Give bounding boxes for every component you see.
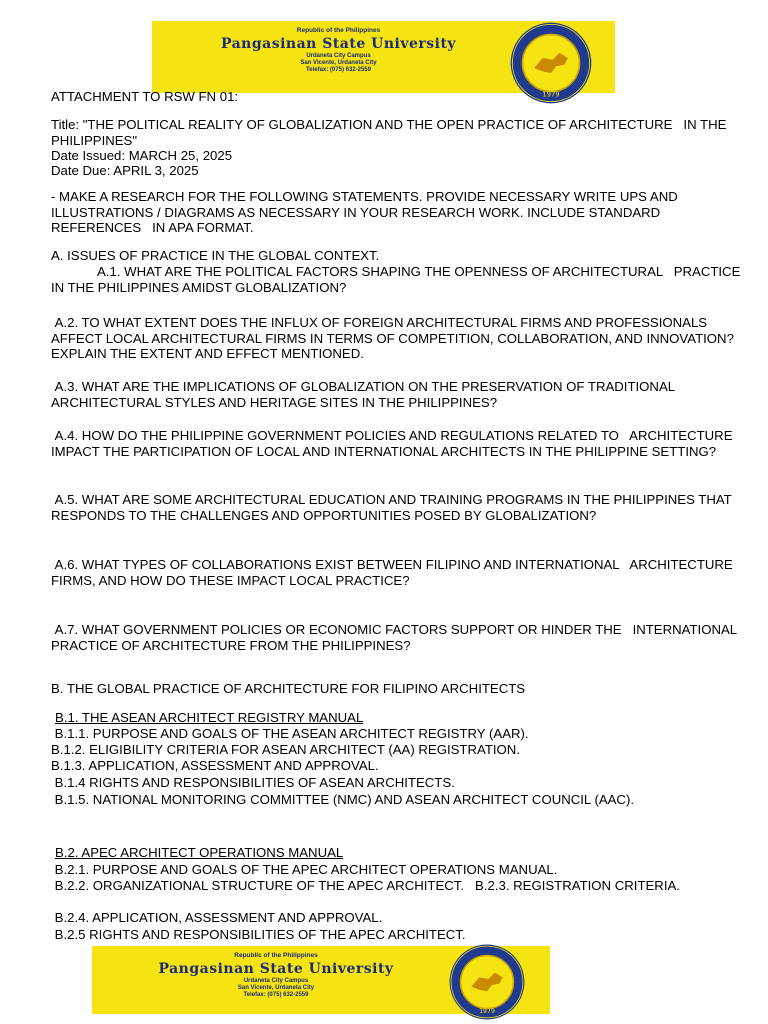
question-a2: A.2. TO WHAT EXTENT DOES THE INFLUX OF FOREIGN ARCHITECTURAL FIRMS AND PROFESSIONALS AFFECT LOCAL ARCHITECTURAL FIRMS IN TERMS OF COMPETITION, COLLABORATION, AND INNOVATION? EXPLAIN THE EXTENT AND EFFECT MENTIONED. [51,315,738,362]
footer-campus-label: Urdaneta City Campus [243,978,309,984]
question-a4: A.4. HOW DO THE PHILIPPINE GOVERNMENT POLICIES AND REGULATIONS RELATED TO ARCHITECTURE IMPACT THE PARTICIPATION OF LOCAL AND INTERNATIONAL ARCHITECTS IN THE PHILIPPINE SETTING? [51,428,737,459]
university-name: Pangasinan State University [220,36,457,52]
footer-university-name: Pangasinan State University [158,961,394,977]
item-b14: B.1.4 RIGHTS AND RESPONSIBILITIES OF ASEAN ARCHITECTS. [51,775,455,790]
question-a5: A.5. WHAT ARE SOME ARCHITECTURAL EDUCATION AND TRAINING PROGRAMS IN THE PHILIPPINES THAT RESPONDS TO THE CHALLENGES AND OPPORTUNITIES POSED BY GLOBALIZATION? [51,492,736,523]
item-b11: B.1.1. PURPOSE AND GOALS OF THE ASEAN ARCHITECT REGISTRY (AAR). [51,726,529,741]
question-a6: A.6. WHAT TYPES OF COLLABORATIONS EXIST BETWEEN FILIPINO AND INTERNATIONAL ARCHITECTURE FIRMS, AND HOW DO THESE IMPACT LOCAL PRACTICE? [51,557,737,588]
footer-telefax-label: Telefax: (075) 632-2559 [243,992,309,998]
university-seal-icon [509,21,593,105]
instructions: - MAKE A RESEARCH FOR THE FOLLOWING STATEMENTS. PROVIDE NECESSARY WRITE UPS AND ILLUSTRATIONS / DIAGRAMS AS NECESSARY IN YOUR RESEARCH WORK. INCLUDE STANDARD REFERENCES IN APA FORMAT. [51,189,689,236]
item-b21: B.2.1. PURPOSE AND GOALS OF THE APEC ARCHITECT OPERATIONS MANUAL. [51,862,558,877]
section-b-heading: B. THE GLOBAL PRACTICE OF ARCHITECTURE FOR FILIPINO ARCHITECTS [51,681,526,696]
footer-seal-year: 1979 [479,1008,495,1016]
b1-heading: B.1. THE ASEAN ARCHITECT REGISTRY MANUAL [55,710,364,725]
document-title: Title: "THE POLITICAL REALITY OF GLOBALIZATION AND THE OPEN PRACTICE OF ARCHITECTURE IN THE PHILIPPINES" [51,117,731,148]
question-a3: A.3. WHAT ARE THE IMPLICATIONS OF GLOBALIZATION ON THE PRESERVATION OF TRADITIONAL ARCHITECTURAL STYLES AND HERITAGE SITES IN THE PHILIPPINES? [51,379,678,410]
address-label: San Vicente, Urdaneta City [300,60,377,66]
attachment-heading: ATTACHMENT TO RSW FN 01: [51,89,239,104]
item-b13: B.1.3. APPLICATION, ASSESSMENT AND APPROVAL. [51,758,379,773]
campus-label: Urdaneta City Campus [306,53,371,59]
footer-address-label: San Vicente, Urdaneta City [237,985,315,991]
item-b12: B.1.2. ELIGIBILITY CRITERIA FOR ASEAN ARCHITECT (AA) REGISTRATION. [51,742,520,757]
item-b25: B.2.5 RIGHTS AND RESPONSIBILITIES OF THE APEC ARCHITECT. [51,927,466,942]
date-due: Date Due: APRIL 3, 2025 [51,163,199,178]
b2-heading: B.2. APEC ARCHITECT OPERATIONS MANUAL [55,845,344,860]
republic-label: Republic of the Philippines [296,27,381,34]
section-a-heading: A. ISSUES OF PRACTICE IN THE GLOBAL CONTEXT. [51,248,380,263]
footer-republic-label: Republic of the Philippines [234,952,318,959]
question-a1: A.1. WHAT ARE THE POLITICAL FACTORS SHAPING THE OPENNESS OF ARCHITECTURAL PRACTICE IN THE PHILIPPINES AMIDST GLOBALIZATION? [51,264,745,295]
footer-university-seal-icon [448,943,526,1021]
date-issued: Date Issued: MARCH 25, 2025 [51,148,233,163]
question-a7: A.7. WHAT GOVERNMENT POLICIES OR ECONOMIC FACTORS SUPPORT OR HINDER THE INTERNATIONAL PRACTICE OF ARCHITECTURE FROM THE PHILIPPINES? [51,622,741,653]
item-b24: B.2.4. APPLICATION, ASSESSMENT AND APPROVAL. [51,910,383,925]
telefax-label: Telefax: (075) 632-2559 [306,67,371,73]
seal-year: 1979 [542,90,560,99]
item-b15: B.1.5. NATIONAL MONITORING COMMITTEE (NMC) AND ASEAN ARCHITECT COUNCIL (AAC). [51,792,635,807]
item-b22: B.2.2. ORGANIZATIONAL STRUCTURE OF THE APEC ARCHITECT. B.2.3. REGISTRATION CRITERIA. [51,878,680,893]
